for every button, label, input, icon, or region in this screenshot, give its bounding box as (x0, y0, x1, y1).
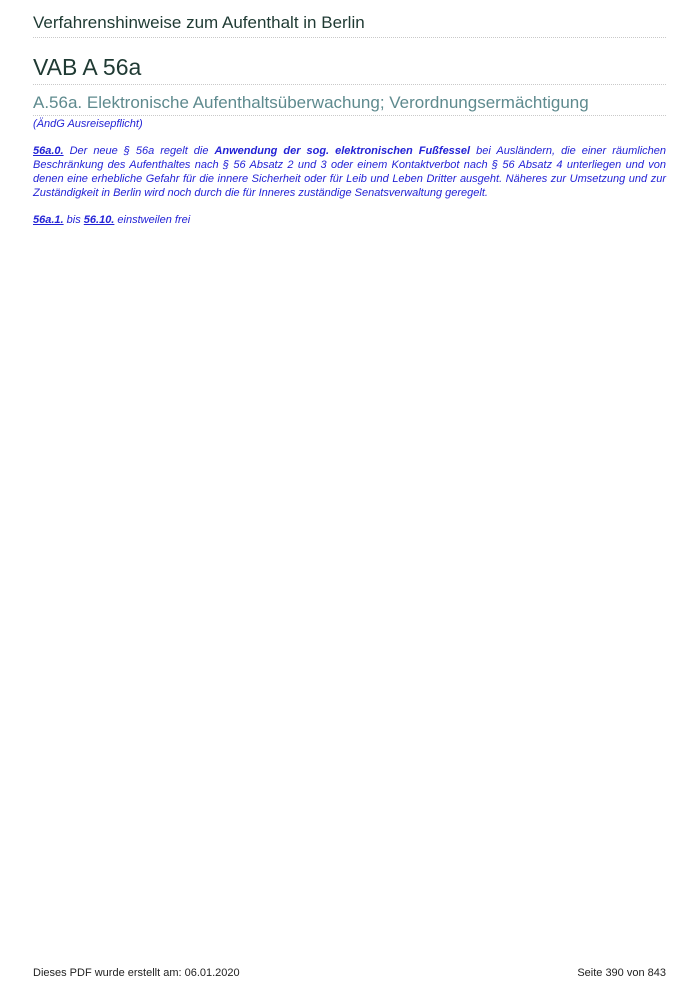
footer-page-number: Seite 390 von 843 (577, 967, 666, 979)
paragraph-ref-link[interactable]: 56a.1. (33, 214, 64, 226)
document-page (33, 0, 666, 227)
subsection-title: A.56a. Elektronische Aufenthaltsüberwachung; Verordnungsermächtigung (33, 92, 666, 116)
footer-created-date: Dieses PDF wurde erstellt am: 06.01.2020 (33, 967, 240, 979)
paragraph-ref-link[interactable]: 56.10. (83, 214, 115, 226)
paragraph-emphasis: Anwendung der sog. elektronischen Fußfessel (214, 145, 471, 157)
paragraph-text: bis (63, 214, 84, 226)
paragraph-56a-1 (33, 213, 666, 227)
amendment-note: (ÄndG Ausreisepflicht) (33, 118, 143, 130)
section-title: VAB A 56a (33, 52, 666, 85)
paragraph-ref-link[interactable]: 56a.0. (33, 145, 64, 157)
paragraph-text: bei Ausländern, die einer räumlichen Beschränkung des Aufenthaltes nach § 56 Absatz 2 und 3 oder einem Kontaktverbot nach § 56 Absatz 4 unterliegen und von denen eine erhebliche Gefahr für die innere Sicherheit oder für Leib und Leben Dritter ausgeht. Näheres zur Umsetzung und zur Zuständigkeit in Berlin wird noch durch die für Inneres zuständige Senatsverwaltung geregelt. (33, 145, 666, 199)
paragraph-text: Der neue § 56a regelt die (63, 145, 215, 157)
paragraph-56a-0 (33, 144, 666, 200)
paragraph-text: einstweilen frei (114, 214, 191, 226)
document-header: Verfahrenshinweise zum Aufenthalt in Berlin (33, 12, 666, 38)
